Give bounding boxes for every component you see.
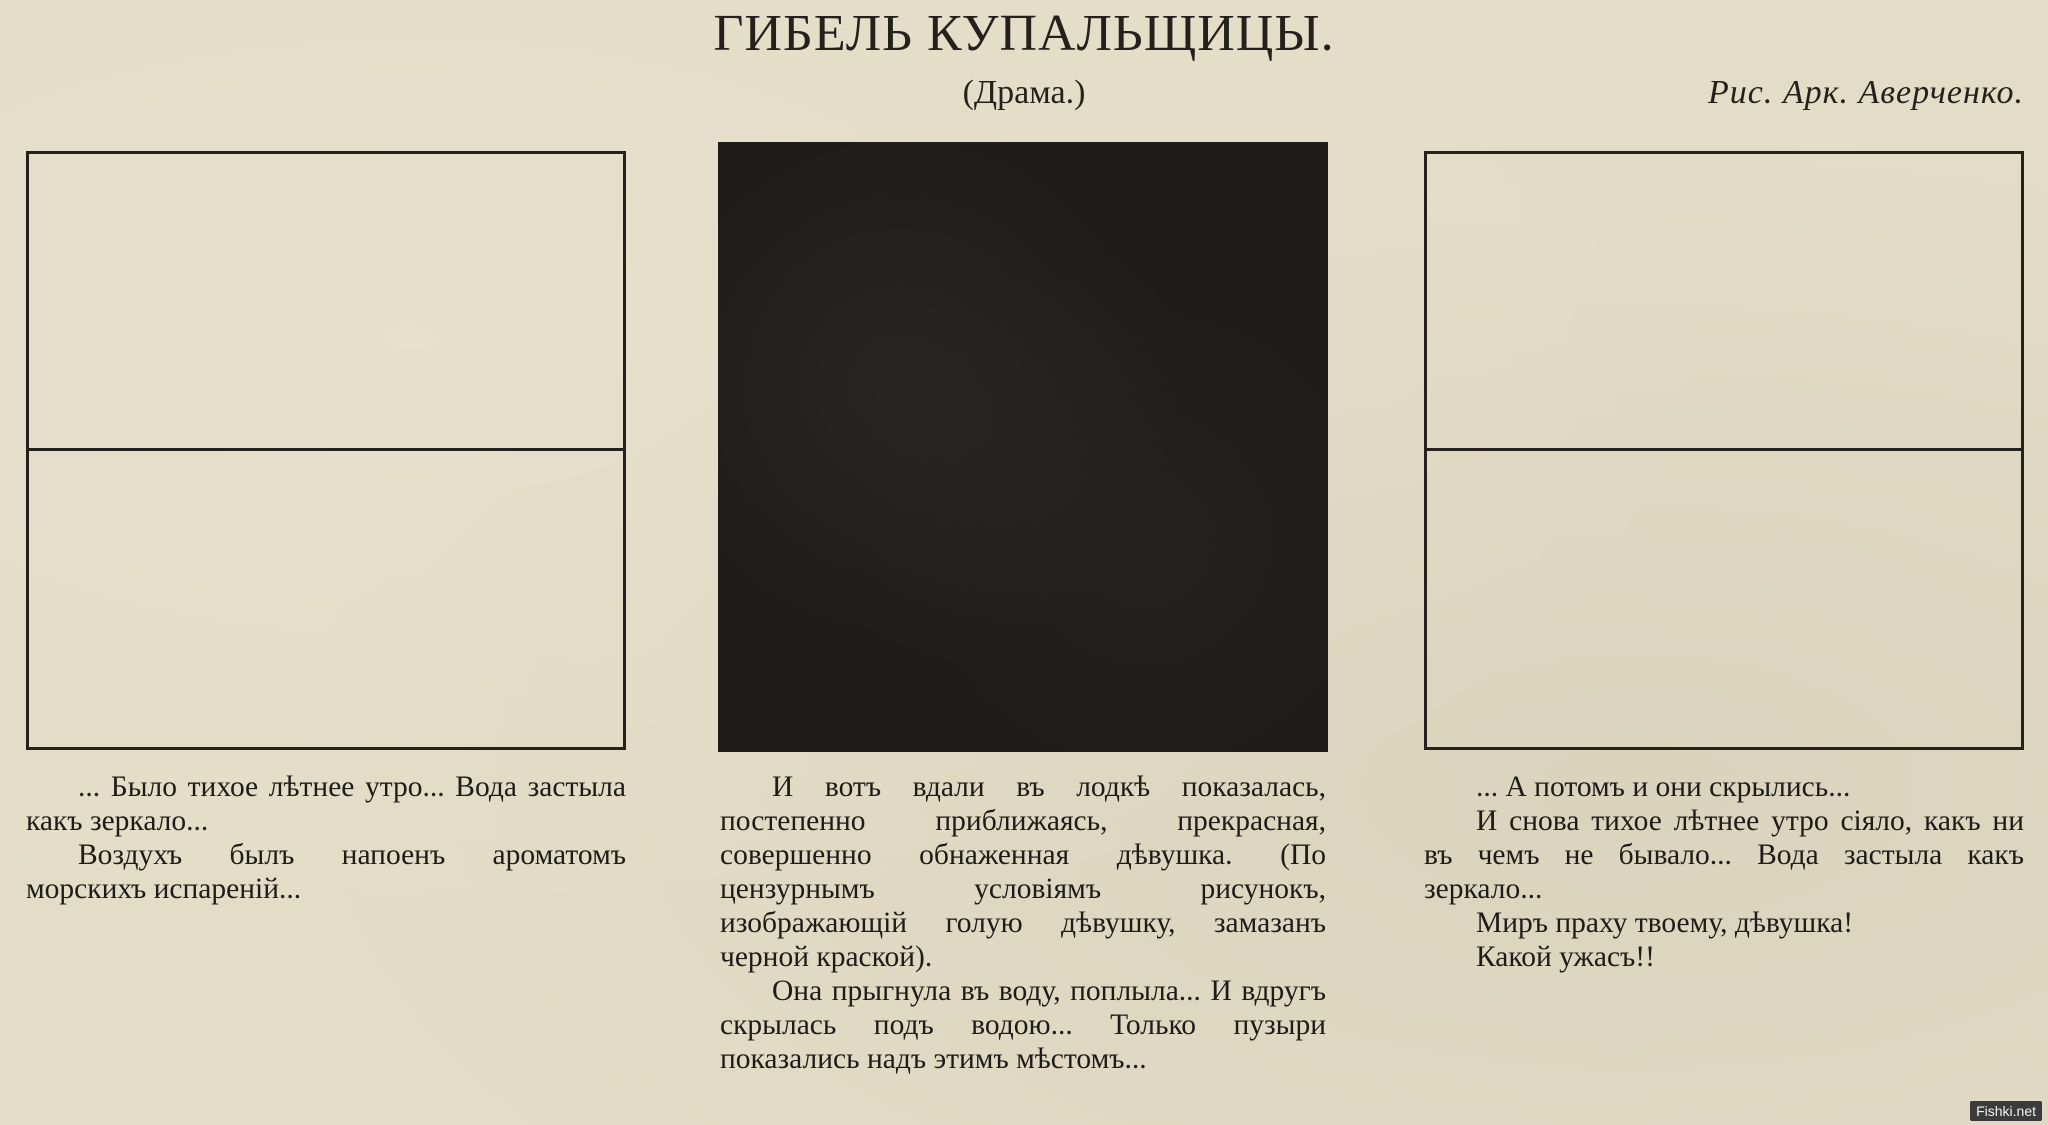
page-subtitle: (Драма.) xyxy=(962,74,1086,111)
watermark-badge: Fishki.net xyxy=(1970,1101,2042,1121)
caption-left xyxy=(26,770,626,906)
caption-paragraph: Воздухъ былъ напоенъ ароматомъ морскихъ испареній... xyxy=(26,839,626,905)
caption-paragraph: И вотъ вдали въ лодкѣ показалась, постепенно приближаясь, прекрасная, совершенно обнаженная дѣвушка. (По цензурнымъ условіямъ рисунокъ, изображающій голую дѣвушку, замазанъ черной краской). xyxy=(720,771,1326,973)
caption-paragraph: И снова тихое лѣтнее утро сіяло, какъ ни въ чемъ не бывало... Вода застыла какъ зеркало... xyxy=(1424,805,2024,905)
illustrator-credit: Рис. Арк. Аверченко. xyxy=(1708,74,2024,111)
caption-paragraph: ... А потомъ и они скрылись... xyxy=(1476,771,1851,803)
caption-paragraph: Миръ праху твоему, дѣвушка! xyxy=(1476,907,1854,939)
caption-paragraph: Она прыгнула въ воду, поплыла... И вдругъ скрылась подъ водою... Только пузыри показались надъ этимъ мѣстомъ... xyxy=(720,975,1326,1075)
caption-right xyxy=(1424,770,2024,974)
caption-middle xyxy=(720,770,1326,1076)
panel-middle-blackout xyxy=(718,142,1328,752)
panel-left-sea-frame xyxy=(26,151,626,750)
caption-paragraph: ... Было тихое лѣтнее утро... Вода застыла какъ зеркало... xyxy=(26,771,626,837)
caption-paragraph: Какой ужасъ!! xyxy=(1476,941,1655,973)
page-title: ГИБЕЛЬ КУПАЛЬЩИЦЫ. xyxy=(713,5,1335,62)
panel-right-sea-frame xyxy=(1424,151,2024,750)
horizon-line xyxy=(29,448,623,451)
horizon-line xyxy=(1427,448,2021,451)
